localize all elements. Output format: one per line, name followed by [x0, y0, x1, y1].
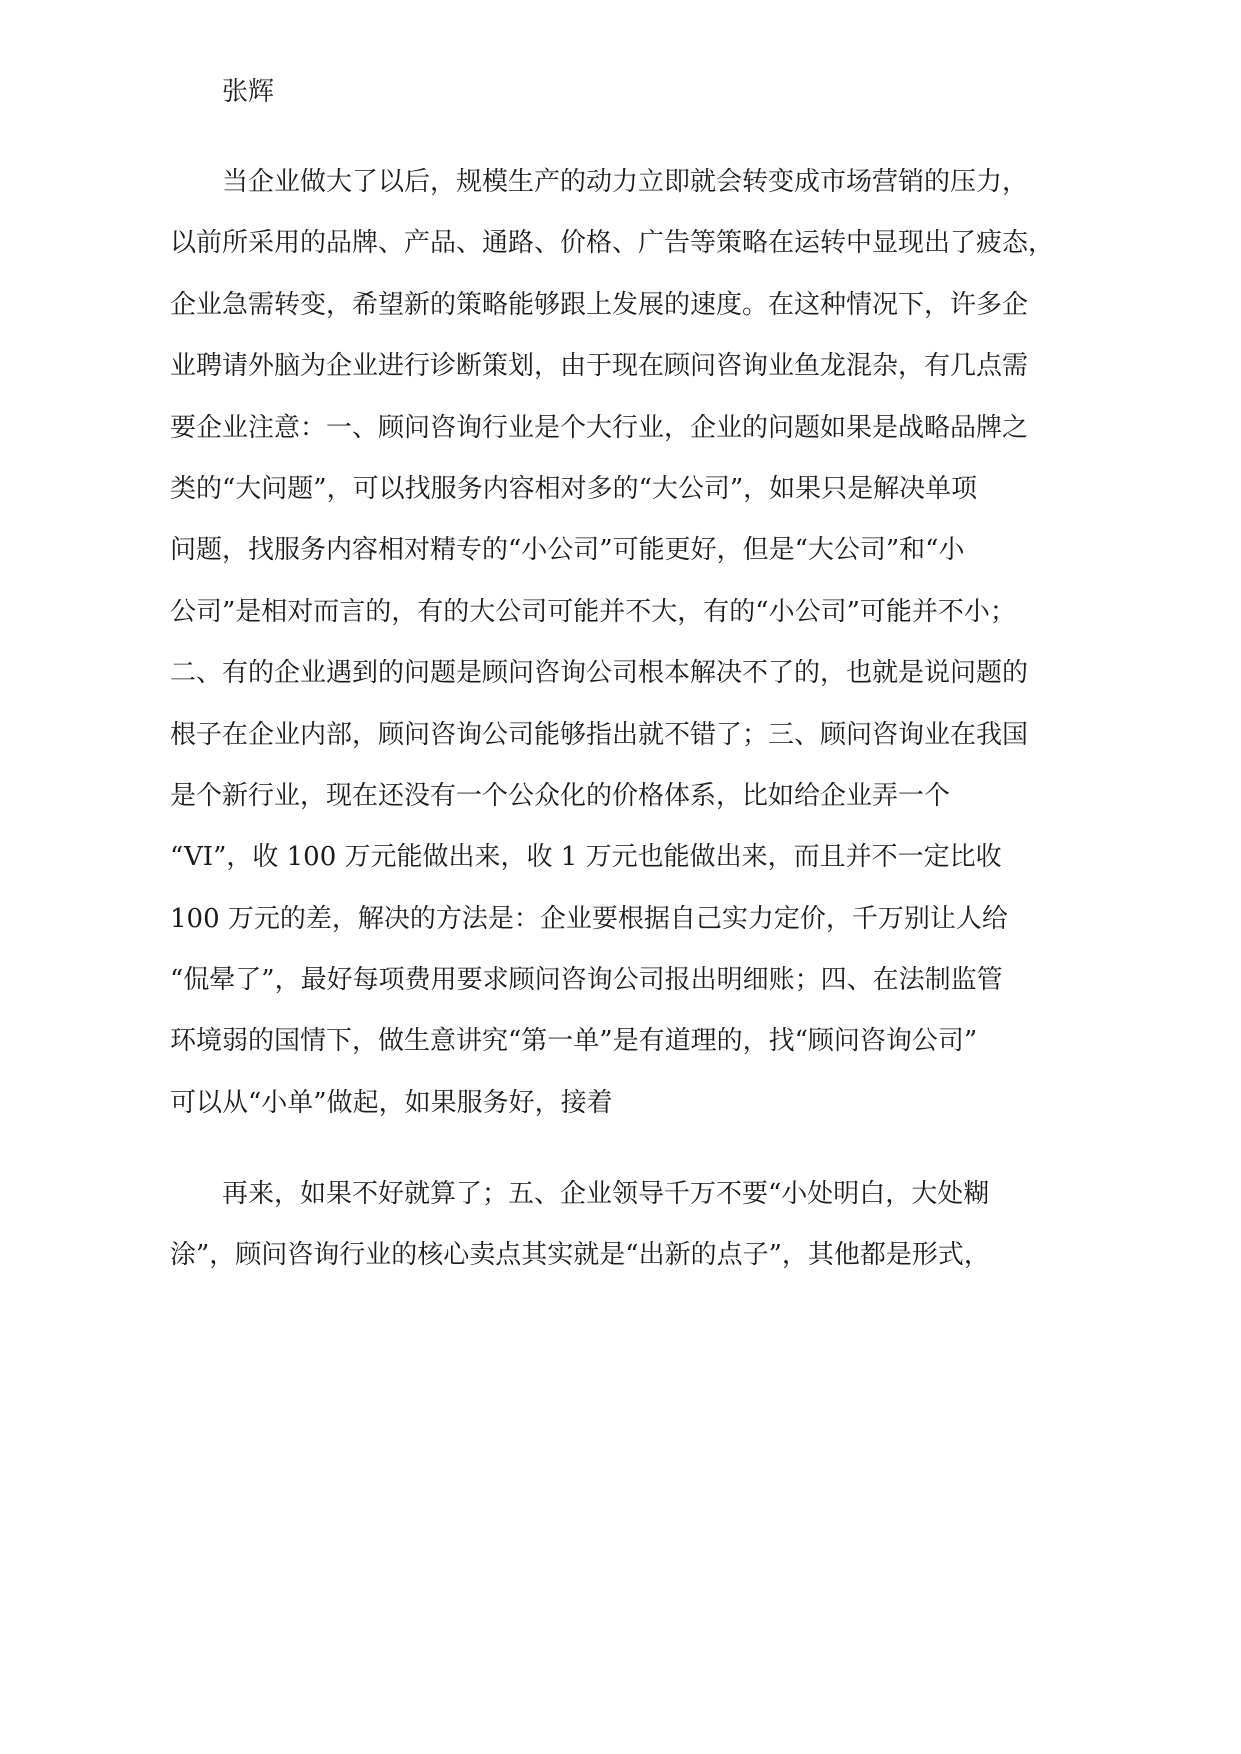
paragraph-1: [170, 152, 1170, 1134]
paragraph-line: 业聘请外脑为企业进行诊断策划，由于现在顾问咨询业鱼龙混杂，有几点需: [170, 351, 1029, 382]
paragraph-line: 问题，找服务内容相对精专的“小公司”可能更好，但是“大公司”和“小: [170, 535, 965, 566]
paragraph-line: 根子在企业内部，顾问咨询公司能够指出就不错了；三、顾问咨询业在我国: [170, 719, 1029, 750]
paragraph-line: 当企业做大了以后，规模生产的动力立即就会转变成市场营销的压力，: [222, 167, 1029, 197]
paragraph-line: 环境弱的国情下，做生意讲究“第一单”是有道理的，找“顾问咨询公司”: [170, 1026, 978, 1057]
paragraph-line: 以前所采用的品牌、产品、通路、价格、广告等策略在运转中显现出了疲态，: [170, 228, 1055, 259]
paragraph-2: [170, 1164, 1170, 1287]
paragraph-line: 再来，如果不好就算了；五、企业领导千万不要“小处明白，大处糊: [222, 1179, 990, 1209]
paragraph-line: 100 万元的差，解决的方法是：企业要根据自己实力定价，千万别让人给: [170, 903, 1008, 934]
paragraph-line: 要企业注意：一、顾问咨询行业是个大行业，企业的问题如果是战略品牌之: [170, 412, 1029, 443]
paragraph-line: 涂”，顾问咨询行业的核心卖点其实就是“出新的点子”，其他都是形式，: [170, 1240, 990, 1271]
author-name: 张辉: [222, 77, 275, 107]
paragraph-line: 二、有的企业遇到的问题是顾问咨询公司根本解决不了的，也就是说问题的: [170, 658, 1029, 689]
paragraph-line: 企业急需转变，希望新的策略能够跟上发展的速度。在这种情况下，许多企: [170, 289, 1029, 320]
paragraph-line: 可以从“小单”做起，如果服务好，接着: [170, 1087, 613, 1118]
paragraph-line: “VI”，收 100 万元能做出来，收 1 万元也能做出来，而且并不一定比收: [170, 842, 1002, 873]
paragraph-line: 是个新行业，现在还没有一个公众化的价格体系，比如给企业弄一个: [170, 780, 951, 811]
paragraph-line: 公司”是相对而言的，有的大公司可能并不大，有的“小公司”可能并不小；: [170, 596, 1016, 627]
paragraph-line: 类的“大问题”，可以找服务内容相对多的“大公司”，如果只是解决单项: [170, 473, 978, 504]
paragraph-line: “侃晕了”，最好每项费用要求顾问咨询公司报出明细账；四、在法制监管: [170, 965, 1003, 996]
